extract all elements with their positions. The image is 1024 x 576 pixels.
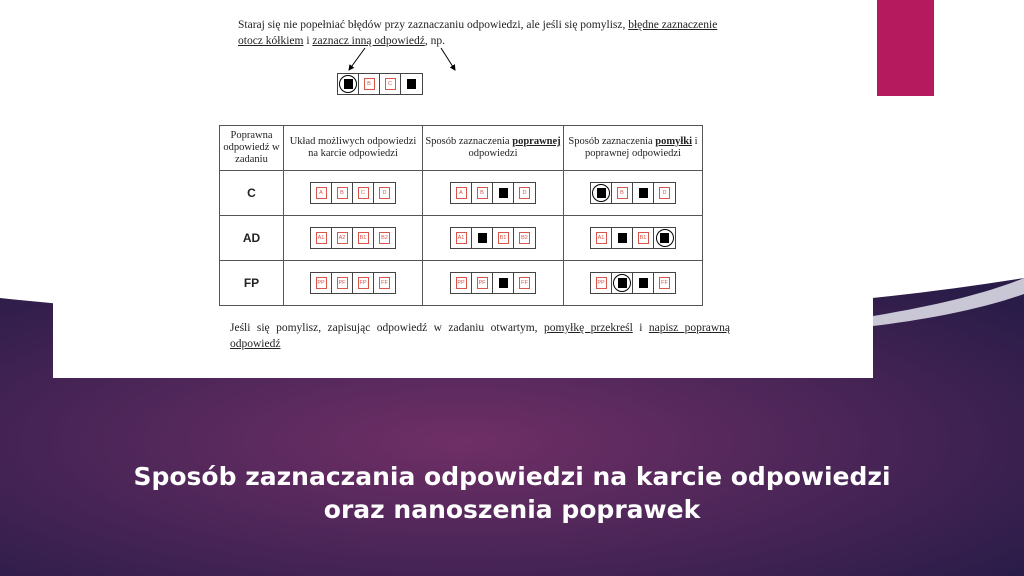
header-bold: pomyłki xyxy=(655,136,693,147)
answer-box-empty xyxy=(380,74,401,94)
answer-box-label: PP xyxy=(596,277,607,289)
header-text: Sposób zaznaczenia xyxy=(568,136,656,147)
answer-box-label: PF xyxy=(337,277,348,289)
outro-part: i xyxy=(632,322,649,334)
answer-box-filled xyxy=(493,273,514,293)
circle-mark-icon xyxy=(613,274,631,292)
answer-box-label: A1 xyxy=(456,232,467,244)
mistake-cell xyxy=(564,216,703,261)
answer-box-empty xyxy=(374,273,395,293)
circle-mark-icon xyxy=(656,229,674,247)
answer-box-circled-mistake xyxy=(654,228,675,248)
answer-box-label: B2 xyxy=(379,232,390,244)
intro-part: , np. xyxy=(424,35,445,47)
slide-title xyxy=(0,460,1024,526)
box-group xyxy=(590,272,676,294)
answer-cell: AD xyxy=(220,216,284,261)
filled-square-icon xyxy=(499,278,508,288)
answer-box-label: PF xyxy=(477,277,488,289)
answer-box-empty xyxy=(311,228,332,248)
box-group xyxy=(310,182,396,204)
box-group xyxy=(450,182,536,204)
layout-cell xyxy=(284,171,423,216)
header-text: Sposób zaznaczenia xyxy=(425,136,513,147)
layout-cell xyxy=(284,261,423,306)
accent-bar xyxy=(877,0,934,96)
box-group xyxy=(310,272,396,294)
marking-rules-table xyxy=(219,125,703,306)
answer-box-label: B1 xyxy=(498,232,509,244)
answer-box-empty xyxy=(514,183,535,203)
table-row xyxy=(220,216,703,261)
answer-box-label: FF xyxy=(379,277,390,289)
answer-box-label: FF xyxy=(519,277,530,289)
answer-box-empty xyxy=(311,273,332,293)
intro-underlined-1: błędne zaznaczenie otocz kółkiem xyxy=(238,19,718,47)
header-text: i poprawnej odpowiedzi xyxy=(585,136,698,159)
answer-box-label: B xyxy=(364,78,375,90)
answer-box-label: D xyxy=(519,187,530,199)
correct-cell xyxy=(423,171,564,216)
correct-cell xyxy=(423,261,564,306)
answer-box-label: B2 xyxy=(519,232,530,244)
answer-box-filled xyxy=(472,228,493,248)
answer-box-empty xyxy=(472,273,493,293)
filled-square-icon xyxy=(499,188,508,198)
answer-box-filled xyxy=(401,74,422,94)
example-answer-boxes xyxy=(337,73,423,95)
answer-box-empty xyxy=(514,273,535,293)
answer-box-empty xyxy=(332,228,353,248)
answer-box-empty xyxy=(451,273,472,293)
outro-part: Jeśli się pomylisz, zapisując odpowiedź w zadaniu otwartym, xyxy=(230,322,544,334)
slide-title-line-1: Sposób zaznaczania odpowiedzi na karcie odpowiedzi xyxy=(133,462,891,491)
intro-part: i xyxy=(303,35,313,47)
answer-box-label: FF xyxy=(659,277,670,289)
answer-box-empty xyxy=(654,183,675,203)
answer-box-empty xyxy=(374,228,395,248)
intro-part: Staraj się nie popełniać błędów przy zaznaczaniu odpowiedzi, ale jeśli się pomylisz, xyxy=(238,19,629,31)
answer-box-empty xyxy=(493,228,514,248)
scanned-instruction-document xyxy=(53,0,873,378)
answer-box-filled xyxy=(633,273,654,293)
answer-box-filled xyxy=(633,183,654,203)
answer-box-empty xyxy=(472,183,493,203)
filled-square-icon xyxy=(407,79,416,89)
answer-box-label: C xyxy=(358,187,369,199)
answer-box-filled xyxy=(493,183,514,203)
answer-box-label: B xyxy=(337,187,348,199)
answer-box-label: B1 xyxy=(638,232,649,244)
table-row xyxy=(220,171,703,216)
filled-square-icon xyxy=(618,233,627,243)
intro-underlined-2: zaznacz inną odpowiedź xyxy=(312,35,425,47)
answer-box-empty xyxy=(353,228,374,248)
mistake-cell xyxy=(564,261,703,306)
answer-box-empty xyxy=(311,183,332,203)
answer-box-label: B1 xyxy=(358,232,369,244)
box-group xyxy=(590,182,676,204)
answer-box-empty xyxy=(591,228,612,248)
table-row xyxy=(220,261,703,306)
answer-box-label: A1 xyxy=(316,232,327,244)
answer-box-empty xyxy=(332,183,353,203)
answer-box-label: B xyxy=(477,187,488,199)
answer-box-label: A1 xyxy=(596,232,607,244)
answer-box-empty xyxy=(332,273,353,293)
answer-box-label: D xyxy=(659,187,670,199)
answer-box-label: A2 xyxy=(337,232,348,244)
box-group xyxy=(590,227,676,249)
circle-mark-icon xyxy=(592,184,610,202)
outro-underlined-2: napisz poprawną odpowiedź xyxy=(230,322,730,350)
box-group xyxy=(310,227,396,249)
answer-box-label: C xyxy=(385,78,396,90)
outro-text xyxy=(230,320,730,352)
answer-box-filled xyxy=(612,228,633,248)
mistake-cell xyxy=(564,171,703,216)
box-group xyxy=(450,272,536,294)
outro-underlined-1: pomyłkę przekreśl xyxy=(543,322,633,334)
answer-box-empty xyxy=(353,183,374,203)
box-group xyxy=(450,227,536,249)
answer-box-label: A xyxy=(316,187,327,199)
circle-mark-icon xyxy=(339,75,357,93)
intro-text xyxy=(238,17,718,49)
slide-title-line-2: oraz nanoszenia poprawek xyxy=(323,495,701,524)
answer-box-label: A xyxy=(456,187,467,199)
answer-box-empty xyxy=(514,228,535,248)
filled-square-icon xyxy=(478,233,487,243)
answer-box-empty xyxy=(359,74,380,94)
correct-cell xyxy=(423,216,564,261)
answer-box-label: FP xyxy=(358,277,369,289)
answer-cell: C xyxy=(220,171,284,216)
answer-box-empty xyxy=(612,183,633,203)
answer-box-empty xyxy=(633,228,654,248)
answer-box-empty xyxy=(451,228,472,248)
answer-box-circled-mistake xyxy=(338,74,359,94)
filled-square-icon xyxy=(639,188,648,198)
answer-box-empty xyxy=(353,273,374,293)
answer-box-label: B xyxy=(617,187,628,199)
answer-box-empty xyxy=(654,273,675,293)
header-correct-answer: Poprawna odpowiedź w zadaniu xyxy=(220,126,284,171)
header-mistake-marking xyxy=(564,126,703,171)
answer-box-label: PP xyxy=(456,277,467,289)
filled-square-icon xyxy=(639,278,648,288)
layout-cell xyxy=(284,216,423,261)
answer-box-empty xyxy=(451,183,472,203)
answer-box-circled-mistake xyxy=(612,273,633,293)
header-bold: poprawnej xyxy=(512,136,561,147)
answer-box-label: PP xyxy=(316,277,327,289)
header-layout: Układ możliwych odpowiedzi na karcie odpowiedzi xyxy=(284,126,423,171)
answer-box-empty xyxy=(591,273,612,293)
header-correct-marking xyxy=(423,126,564,171)
answer-box-label: D xyxy=(379,187,390,199)
header-text: odpowiedzi xyxy=(468,148,518,159)
answer-box-circled-mistake xyxy=(591,183,612,203)
answer-box-empty xyxy=(374,183,395,203)
answer-cell: FP xyxy=(220,261,284,306)
